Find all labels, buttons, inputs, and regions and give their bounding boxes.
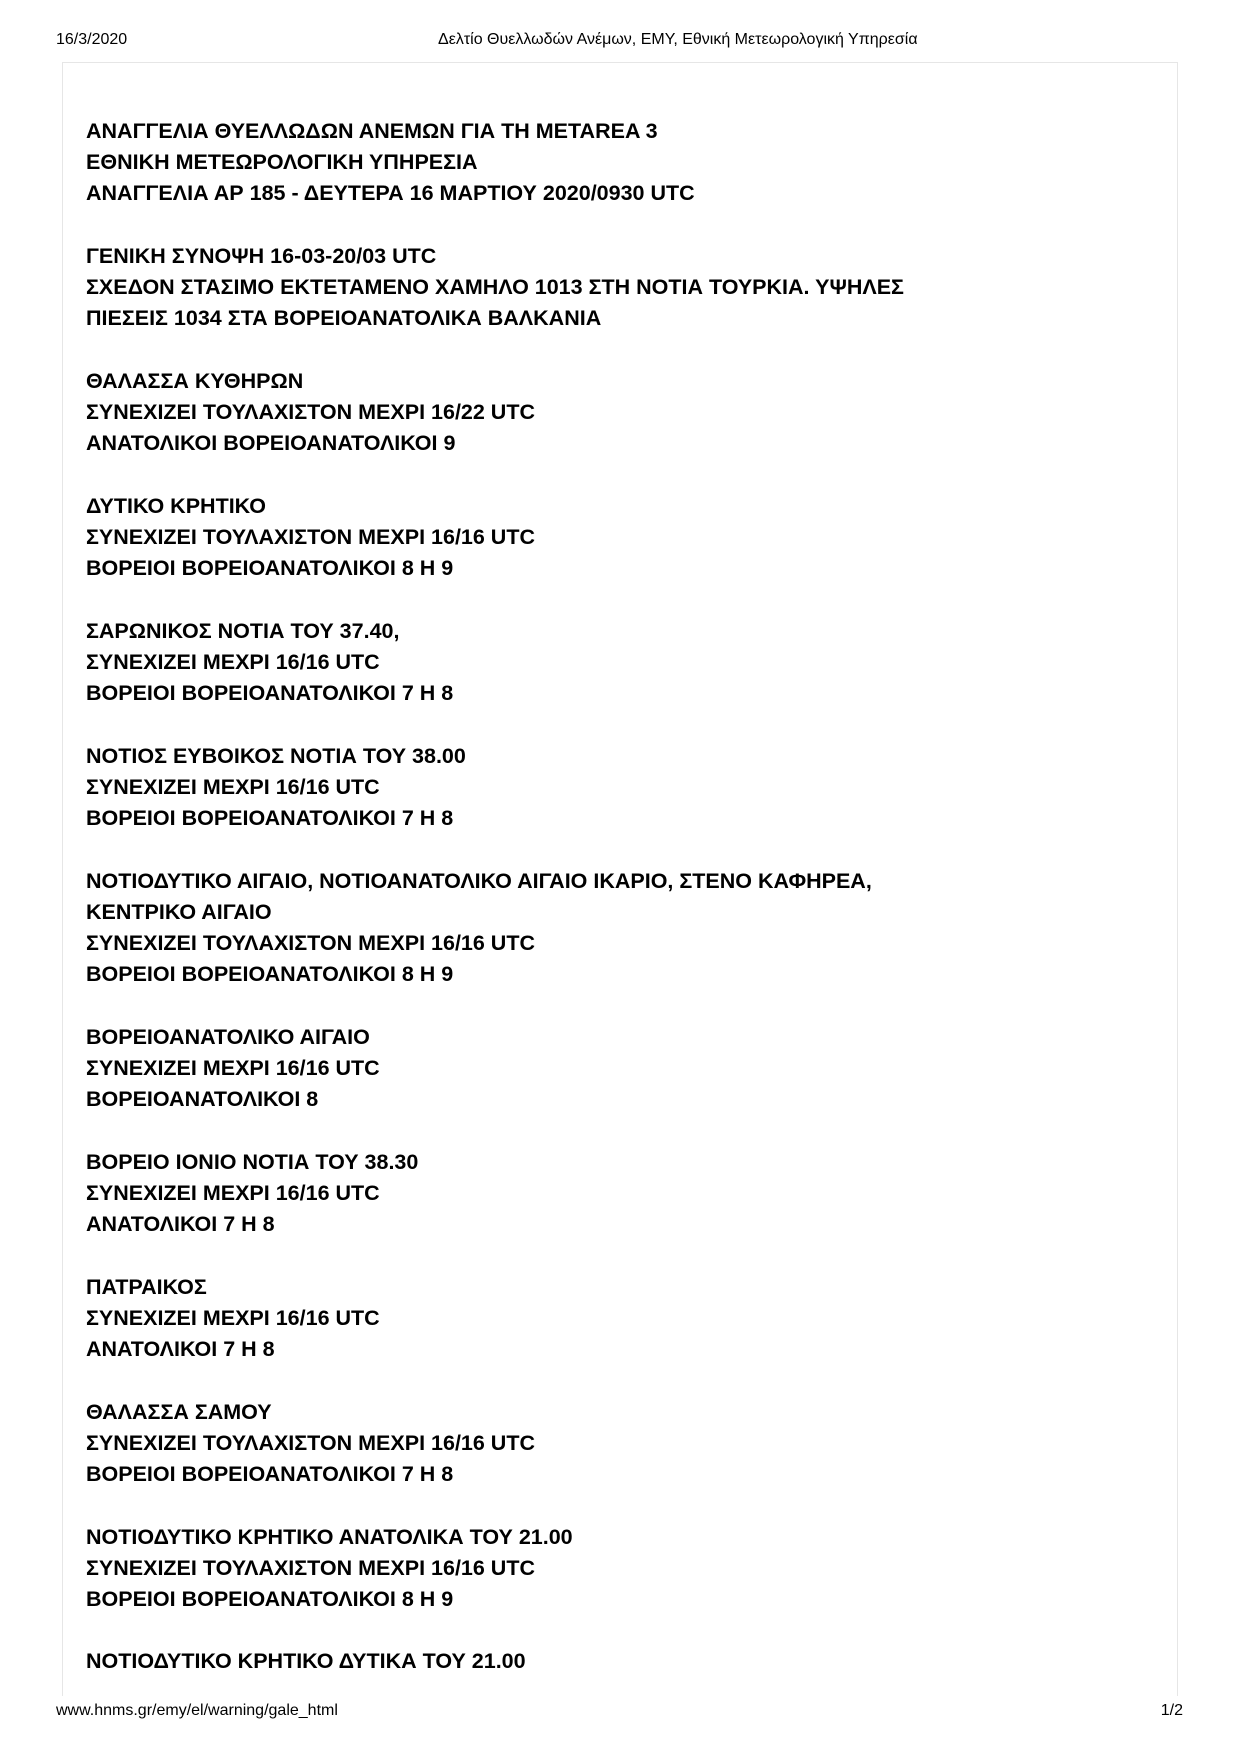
area-validity: ΣΥΝΕΧΙΖΕΙ ΜΕΧΡΙ 16/16 UTC [86,649,380,674]
gale-warning-bulletin [86,116,1166,1678]
area-wind: ΒΟΡΕΙΟΙ ΒΟΡΕΙΟΑΝΑΤΟΛΙΚΟΙ 8 Η 9 [86,1587,454,1612]
bulletin-line: ΣΧΕΔΟΝ ΣΤΑΣΙΜΟ ΕΚΤΕΤΑΜΕΝΟ ΧΑΜΗΛΟ 1013 ΣΤΗ ΝΟΤΙΑ ΤΟΥΡΚΙΑ. ΥΨΗΛΕΣ [86,275,904,300]
area-validity: ΣΥΝΕΧΙΖΕΙ ΜΕΧΡΙ 16/16 UTC [86,1180,380,1205]
area-name: ΘΑΛΑΣΣΑ ΚΥΘΗΡΩΝ [86,368,304,393]
area-wind: ΑΝΑΤΟΛΙΚΟΙ 7 Η 8 [86,1212,275,1237]
bulletin-line: ΓΕΝΙΚΗ ΣΥΝΟΨΗ 16-03-20/03 UTC [86,243,437,268]
area-name: ΠΑΤΡΑΙΚΟΣ [86,1274,207,1299]
area-warning-block [86,1022,1166,1116]
area-wind: ΒΟΡΕΙΟΙ ΒΟΡΕΙΟΑΝΑΤΟΛΙΚΟΙ 7 Η 8 [86,681,454,706]
area-name: ΝΟΤΙΟΔΥΤΙΚΟ ΚΡΗΤΙΚΟ ΑΝΑΤΟΛΙΚΑ ΤΟΥ 21.00 [86,1524,573,1549]
area-warning-block [86,866,1166,991]
area-wind: ΒΟΡΕΙΟΙ ΒΟΡΕΙΟΑΝΑΤΟΛΙΚΟΙ 7 Η 8 [86,1462,454,1487]
area-warning-block [86,741,1166,835]
print-footer-page-number: 1/2 [1160,1702,1183,1719]
print-header-date: 16/3/2020 [56,31,128,48]
area-validity: ΣΥΝΕΧΙΖΕΙ ΜΕΧΡΙ 16/16 UTC [86,774,380,799]
area-name: ΣΑΡΩΝΙΚΟΣ ΝΟΤΙΑ ΤΟΥ 37.40, [86,618,400,643]
area-warning-block [86,491,1166,585]
area-warning-block [86,1272,1166,1366]
area-name: ΒΟΡΕΙΟΑΝΑΤΟΛΙΚΟ ΑΙΓΑΙΟ [86,1024,370,1049]
print-footer-url: www.hnms.gr/emy/el/warning/gale_html [56,1702,338,1719]
area-wind: ΑΝΑΤΟΛΙΚΟΙ 7 Η 8 [86,1337,275,1362]
area-warning-block [86,1522,1166,1616]
area-wind: ΒΟΡΕΙΟΙ ΒΟΡΕΙΟΑΝΑΤΟΛΙΚΟΙ 7 Η 8 [86,806,454,831]
area-validity: ΣΥΝΕΧΙΖΕΙ ΤΟΥΛΑΧΙΣΤΟΝ ΜΕΧΡΙ 16/22 UTC [86,400,535,425]
bulletin-line: ΕΘΝΙΚΗ ΜΕΤΕΩΡΟΛΟΓΙΚΗ ΥΠΗΡΕΣΙΑ [86,150,478,175]
area-warning-block [86,1147,1166,1241]
area-warning-block [86,1646,1166,1677]
area-name: ΚΕΝΤΡΙΚΟ ΑΙΓΑΙΟ [86,899,272,924]
bulletin-line: ΠΙΕΣΕΙΣ 1034 ΣΤΑ ΒΟΡΕΙΟΑΝΑΤΟΛΙΚΑ ΒΑΛΚΑΝΙΑ [86,306,602,331]
area-name: ΘΑΛΑΣΣΑ ΣΑΜΟΥ [86,1399,272,1424]
area-validity: ΣΥΝΕΧΙΖΕΙ ΤΟΥΛΑΧΙΣΤΟΝ ΜΕΧΡΙ 16/16 UTC [86,931,535,956]
bulletin-line: ΑΝΑΓΓΕΛΙΑ ΑΡ 185 - ΔΕΥΤΕΡΑ 16 ΜΑΡΤΙΟΥ 2020/0930 UTC [86,181,695,206]
area-name: ΝΟΤΙΟΔΥΤΙΚΟ ΑΙΓΑΙΟ, ΝΟΤΙΟΑΝΑΤΟΛΙΚΟ ΑΙΓΑΙΟ ΙΚΑΡΙΟ, ΣΤΕΝΟ ΚΑΦΗΡΕΑ, [86,868,872,893]
area-name: ΝΟΤΙΟΔΥΤΙΚΟ ΚΡΗΤΙΚΟ ΔΥΤΙΚΑ ΤΟΥ 21.00 [86,1649,526,1674]
bulletin-line: ΑΝΑΓΓΕΛΙΑ ΘΥΕΛΛΩΔΩΝ ΑΝΕΜΩΝ ΓΙΑ ΤΗ METAREA 3 [86,119,658,143]
area-validity: ΣΥΝΕΧΙΖΕΙ ΤΟΥΛΑΧΙΣΤΟΝ ΜΕΧΡΙ 16/16 UTC [86,1555,535,1580]
area-wind: ΒΟΡΕΙΟΙ ΒΟΡΕΙΟΑΝΑΤΟΛΙΚΟΙ 8 Η 9 [86,556,454,581]
area-warning-block [86,616,1166,710]
area-name: ΝΟΤΙΟΣ ΕΥΒΟΙΚΟΣ ΝΟΤΙΑ ΤΟΥ 38.00 [86,743,466,768]
area-name: ΔΥΤΙΚΟ ΚΡΗΤΙΚΟ [86,493,266,518]
area-name: ΒΟΡΕΙΟ ΙΟΝΙΟ ΝΟΤΙΑ ΤΟΥ 38.30 [86,1149,419,1174]
area-wind: ΒΟΡΕΙΟΑΝΑΤΟΛΙΚΟΙ 8 [86,1087,319,1112]
area-validity: ΣΥΝΕΧΙΖΕΙ ΤΟΥΛΑΧΙΣΤΟΝ ΜΕΧΡΙ 16/16 UTC [86,525,535,550]
area-warning-block [86,366,1166,460]
area-validity: ΣΥΝΕΧΙΖΕΙ ΤΟΥΛΑΧΙΣΤΟΝ ΜΕΧΡΙ 16/16 UTC [86,1430,535,1455]
area-warning-block [86,1397,1166,1491]
area-validity: ΣΥΝΕΧΙΖΕΙ ΜΕΧΡΙ 16/16 UTC [86,1056,380,1081]
area-wind: ΑΝΑΤΟΛΙΚΟΙ ΒΟΡΕΙΟΑΝΑΤΟΛΙΚΟΙ 9 [86,431,456,456]
synopsis-block [86,241,1166,335]
area-wind: ΒΟΡΕΙΟΙ ΒΟΡΕΙΟΑΝΑΤΟΛΙΚΟΙ 8 Η 9 [86,962,454,987]
print-header-title: Δελτίο Θυελλωδών Ανέμων, ΕΜΥ, Εθνική Μετεωρολογική Υπηρεσία [438,31,918,48]
bulletin-heading-block [86,116,1166,210]
area-validity: ΣΥΝΕΧΙΖΕΙ ΜΕΧΡΙ 16/16 UTC [86,1305,380,1330]
